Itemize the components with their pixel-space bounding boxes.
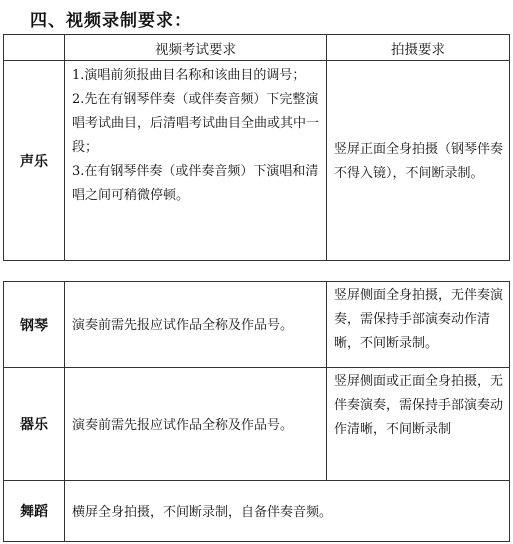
vocal-filming-cell [326,60,510,261]
vocal-requirement-2: 2.先在有钢琴伴奏（或伴奏音频）下完整演唱考试曲目，后清唱考试曲目全曲或其中一段； [72,92,320,155]
instrument-requirements: 演奏前需先报应试作品全称及作品号。 [72,417,294,433]
piano-filming: 竖屏侧面全身拍摄，无伴奏演奏，需保持手部演奏动作清晰，不间断录制。 [334,288,504,351]
instrument-requirements-cell [64,367,327,481]
vocal-requirement-3: 3.在有钢琴伴奏（或伴奏音频）下演唱和清唱之间可稍微停顿。 [72,164,319,203]
section-heading: 四、视频录制要求： [30,11,192,31]
row-label-instrument: 器乐 [3,367,65,481]
header-blank-cell [3,34,65,61]
header-filming: 拍摄要求 [326,34,510,61]
row-label-dance: 舞蹈 [3,480,65,542]
dance-requirements: 横屏全身拍摄，不间断录制，自备伴奏音频。 [72,504,333,520]
row-label-vocal: 声乐 [3,60,65,261]
piano-requirements-cell [64,281,327,368]
header-requirements: 视频考试要求 [64,34,327,61]
row-label-piano: 钢琴 [3,281,65,368]
vocal-requirements [64,60,327,261]
piano-filming-cell [326,281,510,368]
piano-requirements: 演奏前需先报应试作品全称及作品号。 [72,318,294,333]
instrument-filming-cell [326,367,510,481]
dance-requirements-cell [64,480,510,542]
instrument-filming: 竖屏侧面或正面全身拍摄，无伴奏演奏，需保持手部演奏动作清晰，不间断录制 [334,374,504,437]
vocal-requirement-1: 1.演唱前须报曲目名称和该曲目的调号； [72,68,306,83]
vocal-filming: 竖屏正面全身拍摄（钢琴伴奏不得入镜），不间断录制。 [334,142,504,181]
